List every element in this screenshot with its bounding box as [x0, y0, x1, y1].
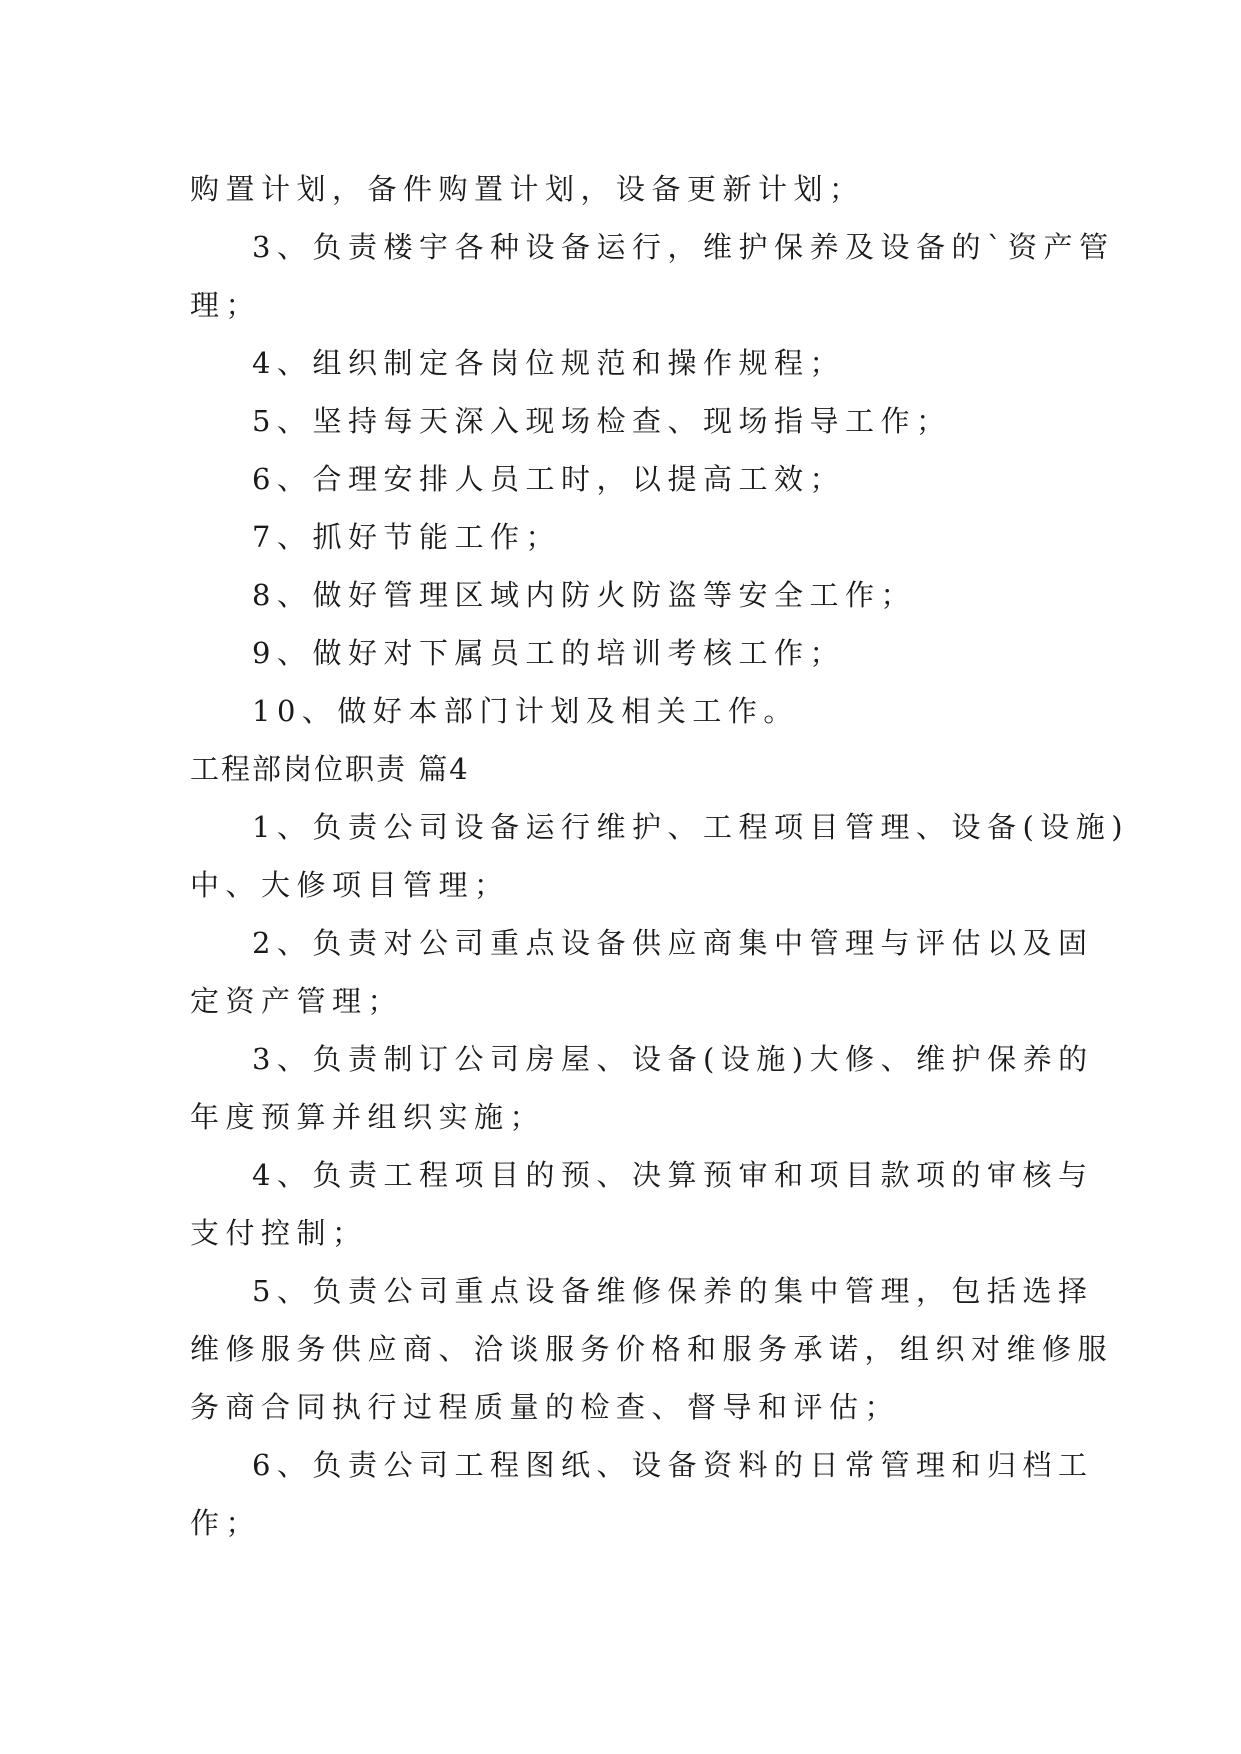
list-item: 4、负责工程项目的预、决算预审和项目款项的审核与 [252, 1158, 1094, 1192]
list-item: 6、合理安排人员工时，以提高工效； [252, 462, 845, 496]
list-item: 9、做好对下属员工的培训考核工作； [252, 636, 845, 670]
text-line: 定资产管理； [190, 984, 404, 1018]
list-item: 3、负责楼宇各种设备运行，维护保养及设备的`资产管 [252, 230, 1115, 264]
text-line: 年度预算并组织实施； [190, 1100, 546, 1134]
list-item: 6、负责公司工程图纸、设备资料的日常管理和归档工 [252, 1448, 1094, 1482]
list-item: 5、坚持每天深入现场检查、现场指导工作； [252, 404, 952, 438]
text-line: 作； [190, 1506, 262, 1540]
list-item: 5、负责公司重点设备维修保养的集中管理，包括选择 [252, 1274, 1094, 1308]
text-line: 中、大修项目管理； [190, 868, 510, 902]
text-line: 支付控制； [190, 1216, 368, 1250]
text-line: 购置计划，备件购置计划，设备更新计划； [190, 172, 865, 206]
text-line: 维修服务供应商、洽谈服务价格和服务承诺，组织对维修服 [190, 1332, 1114, 1366]
list-item: 3、负责制订公司房屋、设备(设施)大修、维护保养的 [252, 1042, 1094, 1076]
list-item: 10、做好本部门计划及相关工作。 [252, 694, 799, 728]
list-item: 1、负责公司设备运行维护、工程项目管理、设备(设施) [252, 810, 1130, 844]
document-body [190, 160, 1130, 1552]
text-line: 理； [190, 288, 262, 322]
list-item: 2、负责对公司重点设备供应商集中管理与评估以及固 [252, 926, 1094, 960]
list-item: 4、组织制定各岗位规范和操作规程； [252, 346, 845, 380]
section-heading: 工程部岗位职责 篇4 [190, 752, 470, 786]
list-item: 7、抓好节能工作； [252, 520, 561, 554]
text-line: 务商合同执行过程质量的检查、督导和评估； [190, 1390, 901, 1424]
list-item: 8、做好管理区域内防火防盗等安全工作； [252, 578, 916, 612]
